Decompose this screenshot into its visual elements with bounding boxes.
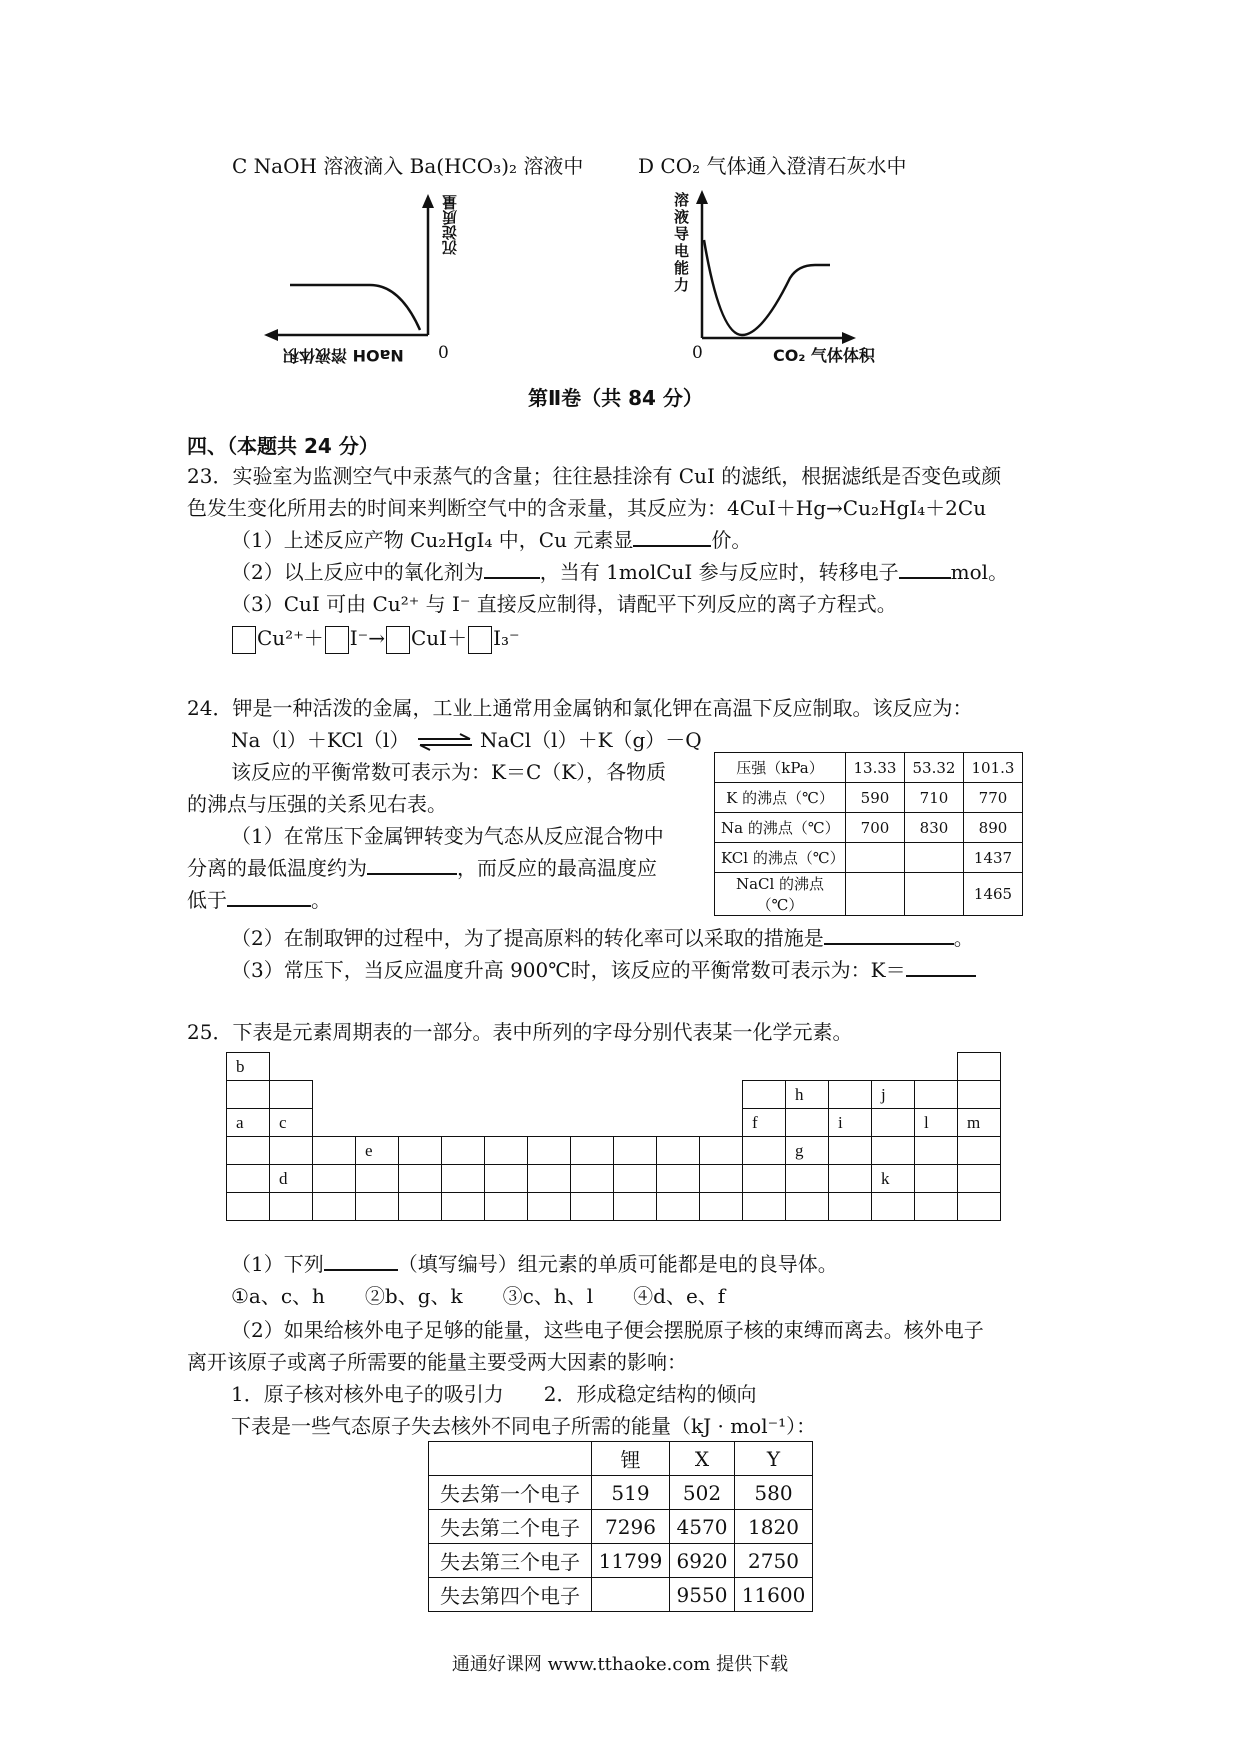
ie-cell: 2750 [735, 1544, 813, 1578]
q25-p2-line1: （2）如果给核外电子足够的能量，这些电子便会摆脱原子核的束缚而离去。核外电子 [231, 1318, 984, 1342]
element-cell [700, 1193, 743, 1221]
graph-d-ylabel: 溶液导电能力 [674, 191, 690, 294]
q23-part2 [231, 558, 1008, 586]
element-cell [227, 1081, 270, 1109]
element-cell: m [958, 1109, 1001, 1137]
element-cell [528, 1193, 571, 1221]
q25-blank-group[interactable] [324, 1251, 398, 1271]
graph-c-ylabel: 沉淀质量 [441, 195, 459, 255]
element-cell [313, 1165, 356, 1193]
element-cell: e [356, 1137, 399, 1165]
bp-cell: K 的沸点（℃） [715, 783, 846, 813]
equilibrium-arrow-icon [416, 733, 474, 751]
q23-equation [231, 624, 520, 654]
element-cell [958, 1053, 1001, 1081]
element-cell [313, 1137, 356, 1165]
element-cell [915, 1137, 958, 1165]
bp-cell: 710 [905, 783, 964, 813]
coef-box-cui[interactable] [386, 626, 410, 654]
q24-p1-line3 [187, 886, 331, 914]
bp-header-row [715, 753, 1023, 783]
element-cell [700, 1165, 743, 1193]
q24-equation [231, 726, 702, 754]
element-cell [743, 1193, 786, 1221]
element-cell: b [227, 1053, 270, 1081]
element-cell [614, 1165, 657, 1193]
q24-p1-line1: （1）在常压下金属钾转变为气态从反应混合物中 [231, 824, 664, 848]
period-row [227, 1053, 1001, 1081]
element-cell: j [872, 1081, 915, 1109]
element-cell [657, 1193, 700, 1221]
bp-cell: 830 [905, 813, 964, 843]
bp-header-cell: 53.32 [905, 753, 964, 783]
element-cell [958, 1137, 1001, 1165]
element-cell [657, 1165, 700, 1193]
element-cell [571, 1193, 614, 1221]
q23-line1: 23．实验室为监测空气中汞蒸气的含量；往往悬挂涂有 CuI 的滤纸，根据滤纸是否变色或颜 [187, 464, 1002, 488]
element-cell [270, 1193, 313, 1221]
element-cell [872, 1137, 915, 1165]
coef-box-cu[interactable] [232, 626, 256, 654]
element-cell [571, 1137, 614, 1165]
coef-box-i3[interactable] [468, 626, 492, 654]
q24-line1: 24．钾是一种活泼的金属，工业上通常用金属钠和氯化钾在高温下反应制取。该反应为： [187, 696, 973, 720]
bp-row [715, 873, 1023, 916]
option-d: D CO₂ 气体通入澄清石灰水中 [638, 154, 907, 178]
ie-cell: 580 [735, 1476, 813, 1510]
element-cell: k [872, 1165, 915, 1193]
section-title: 四、（本题共 24 分） [187, 434, 379, 458]
element-cell [743, 1165, 786, 1193]
element-cell [485, 1193, 528, 1221]
bp-row [715, 813, 1023, 843]
bp-cell [905, 843, 964, 873]
option-c: C NaOH 溶液滴入 Ba(HCO₃)₂ 溶液中 [232, 154, 584, 178]
eq-i: I⁻→ [349, 626, 385, 650]
q23-blank-electrons[interactable] [899, 559, 951, 579]
q25-p2-line2: 离开该原子或离子所需要的能量主要受两大因素的影响： [187, 1350, 687, 1374]
element-cell [313, 1193, 356, 1221]
element-cell [571, 1165, 614, 1193]
element-cell [528, 1137, 571, 1165]
element-cell [356, 1165, 399, 1193]
element-cell [872, 1193, 915, 1221]
ie-cell: 11799 [592, 1544, 670, 1578]
element-cell [915, 1165, 958, 1193]
element-cell: l [915, 1109, 958, 1137]
bp-cell: NaCl 的沸点（℃） [715, 873, 846, 916]
q24-p1-line2-end: ，而反应的最高温度应 [457, 856, 657, 880]
element-cell [829, 1137, 872, 1165]
q23-blank-valence[interactable] [633, 527, 711, 547]
footer: 通通好课网 www.tthaoke.com 提供下载 [451, 1654, 789, 1675]
q24-blank-min-temp[interactable] [367, 855, 457, 875]
bp-cell [846, 873, 905, 916]
q24-k-line2: 的沸点与压强的关系见右表。 [187, 792, 447, 816]
q23-p2-mid: ，当有 1molCuI 参与反应时，转移电子 [539, 560, 899, 584]
bp-cell: 890 [964, 813, 1023, 843]
element-cell [399, 1137, 442, 1165]
element-cell [442, 1137, 485, 1165]
period-row [227, 1165, 1001, 1193]
q24-p1-line2-text: 分离的最低温度约为 [187, 856, 367, 880]
q24-k-line1: 该反应的平衡常数可表示为：K＝C（K），各物质 [231, 760, 667, 784]
element-cell [614, 1137, 657, 1165]
ie-cell [592, 1578, 670, 1612]
element-cell [485, 1137, 528, 1165]
bp-header-cell: 压强（kPa） [715, 753, 846, 783]
element-cell [528, 1165, 571, 1193]
boiling-point-table [714, 752, 1023, 916]
graph-c-xlabel: NaOH 溶液体积 [283, 346, 404, 365]
period-row [227, 1081, 1001, 1109]
element-cell: h [786, 1081, 829, 1109]
element-cell: i [829, 1109, 872, 1137]
ie-cell: 9550 [669, 1578, 734, 1612]
graph-c-origin: 0 [438, 343, 449, 363]
ie-cell: 519 [592, 1476, 670, 1510]
ie-row [429, 1476, 813, 1510]
ie-header-cell: 锂 [592, 1442, 670, 1476]
element-cell [743, 1137, 786, 1165]
q24-eq-left: Na（l）＋KCl（l） [231, 728, 410, 752]
period-row [227, 1109, 1001, 1137]
ie-cell: 6920 [669, 1544, 734, 1578]
bp-cell [905, 873, 964, 916]
element-cell [829, 1193, 872, 1221]
element-cell: c [270, 1109, 313, 1137]
element-cell [657, 1137, 700, 1165]
bp-row [715, 843, 1023, 873]
bp-cell: 700 [846, 813, 905, 843]
q23-part3: （3）CuI 可由 Cu²⁺ 与 I⁻ 直接反应制得，请配平下列反应的离子方程式。 [231, 592, 897, 616]
ie-cell: 失去第二个电子 [429, 1510, 592, 1544]
element-cell [786, 1165, 829, 1193]
part-title: 第Ⅱ卷（共 84 分） [528, 386, 703, 410]
periodic-table [226, 1052, 1001, 1221]
element-cell [915, 1193, 958, 1221]
bp-header-cell: 13.33 [846, 753, 905, 783]
bp-cell: 1437 [964, 843, 1023, 873]
element-cell [270, 1081, 313, 1109]
ie-cell: 502 [669, 1476, 734, 1510]
element-cell: f [743, 1109, 786, 1137]
bp-cell [846, 843, 905, 873]
ie-header-cell: X [669, 1442, 734, 1476]
element-cell [442, 1165, 485, 1193]
graph-d-curve [704, 240, 830, 335]
ie-cell: 失去第三个电子 [429, 1544, 592, 1578]
q23-blank-oxidant[interactable] [484, 559, 540, 579]
bp-row [715, 783, 1023, 813]
ie-row [429, 1578, 813, 1612]
eq-cu: Cu²⁺＋ [257, 626, 324, 650]
eq-cui: CuI＋ [410, 626, 468, 650]
element-cell [614, 1193, 657, 1221]
q25-factors: 1．原子核对核外电子的吸引力 2．形成稳定结构的倾向 [231, 1382, 757, 1406]
ie-cell: 7296 [592, 1510, 670, 1544]
element-cell [786, 1109, 829, 1137]
q24-part3 [231, 956, 976, 984]
element-cell [829, 1165, 872, 1193]
q24-p1-line3-end: 。 [311, 888, 331, 912]
q23-p1-end: 价。 [711, 528, 752, 552]
q24-blank-k[interactable] [906, 957, 976, 977]
element-cell [356, 1193, 399, 1221]
q24-part2 [231, 924, 974, 952]
q24-blank-measure[interactable] [824, 925, 954, 945]
bp-cell: 1465 [964, 873, 1023, 916]
q24-blank-max-temp[interactable] [227, 887, 311, 907]
ie-header-cell: Y [735, 1442, 813, 1476]
q23-part1 [231, 526, 751, 554]
element-cell [743, 1081, 786, 1109]
element-cell [442, 1193, 485, 1221]
element-cell [227, 1193, 270, 1221]
bp-cell: 770 [964, 783, 1023, 813]
q23-line2: 色发生变化所用去的时间来判断空气中的含汞量，其反应为：4CuI＋Hg→Cu₂HgI₄＋2Cu [187, 496, 987, 520]
bp-header-cell: 101.3 [964, 753, 1023, 783]
element-cell [700, 1137, 743, 1165]
element-cell [227, 1165, 270, 1193]
q23-p1-text: （1）上述反应产物 Cu₂HgI₄ 中，Cu 元素显 [231, 528, 634, 552]
element-cell [227, 1137, 270, 1165]
element-cell [872, 1109, 915, 1137]
q25-p1-text: （1）下列 [231, 1252, 324, 1276]
ie-cell: 失去第四个电子 [429, 1578, 592, 1612]
ie-cell: 4570 [669, 1510, 734, 1544]
ie-row [429, 1510, 813, 1544]
element-cell: a [227, 1109, 270, 1137]
element-cell [958, 1193, 1001, 1221]
graph-d-xlabel: CO₂ 气体体积 [773, 346, 875, 365]
q25-table-intro: 下表是一些气态原子失去核外不同电子所需的能量（kJ · mol⁻¹）： [231, 1414, 817, 1438]
element-cell: d [270, 1165, 313, 1193]
coef-box-i[interactable] [325, 626, 349, 654]
q24-p1-line2 [187, 854, 657, 882]
graph-c-curve [290, 285, 420, 330]
q24-p2-end: 。 [953, 926, 974, 950]
q25-line1: 25．下表是元素周期表的一部分。表中所列的字母分别代表某一化学元素。 [187, 1020, 853, 1044]
element-cell: g [786, 1137, 829, 1165]
element-cell [485, 1165, 528, 1193]
ionization-energy-table [428, 1441, 813, 1612]
bp-cell: 590 [846, 783, 905, 813]
q24-p1-line3-text: 低于 [187, 888, 227, 912]
graph-d [690, 190, 880, 350]
element-cell [399, 1165, 442, 1193]
q25-choices: ①a、c、h ②b、g、k ③c、h、l ④d、e、f [231, 1284, 726, 1308]
eq-i3: I₃⁻ [493, 626, 520, 650]
ie-header-row [429, 1442, 813, 1476]
q25-p1-end: （填写编号）组元素的单质可能都是电的良导体。 [397, 1252, 838, 1276]
period-row [227, 1137, 1001, 1165]
graph-d-origin: 0 [692, 343, 703, 363]
bp-cell: KCl 的沸点（℃） [715, 843, 846, 873]
element-cell [829, 1081, 872, 1109]
ie-cell: 失去第一个电子 [429, 1476, 592, 1510]
element-cell [786, 1193, 829, 1221]
q23-p2-text: （2）以上反应中的氧化剂为 [231, 560, 484, 584]
ie-row [429, 1544, 813, 1578]
ie-cell: 11600 [735, 1578, 813, 1612]
element-cell [915, 1081, 958, 1109]
q23-p2-end: mol。 [950, 560, 1009, 584]
element-cell [270, 1137, 313, 1165]
bp-cell: Na 的沸点（℃） [715, 813, 846, 843]
q24-p3-text: （3）常压下，当反应温度升高 900℃时，该反应的平衡常数可表示为：K＝ [231, 958, 906, 982]
ie-cell: 1820 [735, 1510, 813, 1544]
q25-part1 [231, 1250, 838, 1278]
element-cell [958, 1165, 1001, 1193]
ie-header-cell [429, 1442, 592, 1476]
q24-p2-text: （2）在制取钾的过程中，为了提高原料的转化率可以采取的措施是 [231, 926, 824, 950]
element-cell [399, 1193, 442, 1221]
q24-eq-right: NaCl（l）＋K（g）－Q [480, 728, 702, 752]
period-row [227, 1193, 1001, 1221]
element-cell [958, 1081, 1001, 1109]
